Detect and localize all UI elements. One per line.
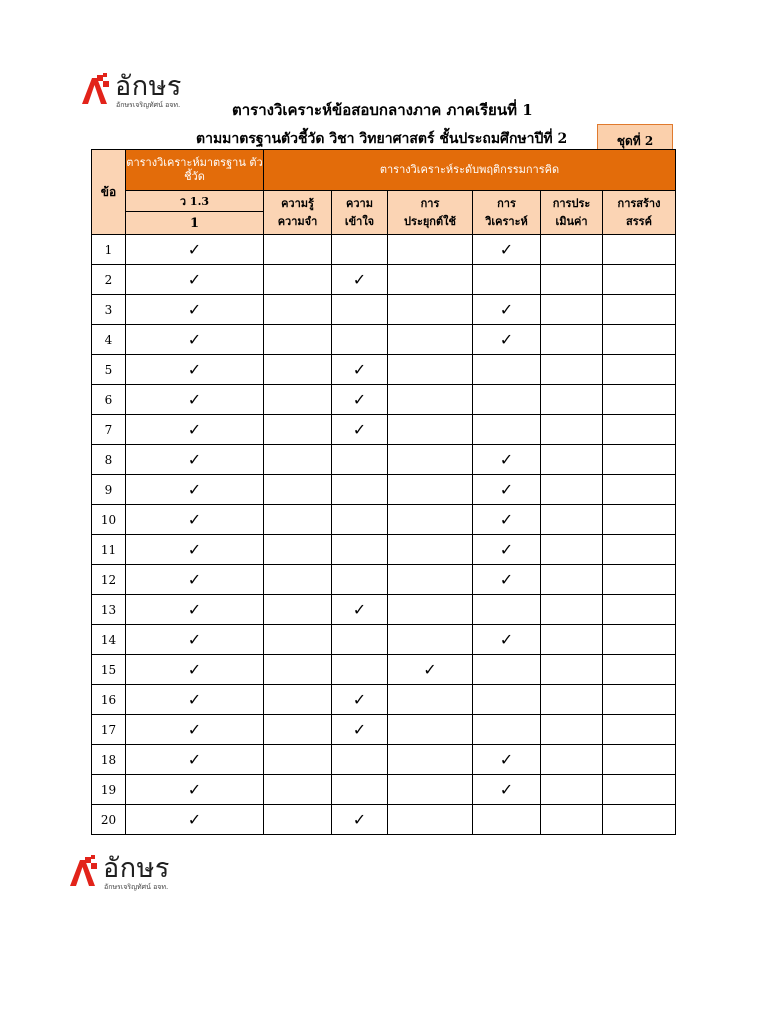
level-check-cell (603, 805, 676, 835)
item-number: 10 (92, 505, 126, 535)
level-header-6: การสร้าง สรรค์ (603, 191, 676, 235)
table-row (92, 265, 676, 295)
level-check-cell (473, 415, 541, 445)
level-check-cell (603, 655, 676, 685)
level-check-cell: ✓ (473, 295, 541, 325)
level-check-cell (332, 295, 388, 325)
level-check-cell: ✓ (473, 625, 541, 655)
set-number-label: ชุดที่ 2 (616, 134, 654, 148)
item-number: 13 (92, 595, 126, 625)
level-check-cell (388, 595, 473, 625)
level-check-cell (473, 655, 541, 685)
level-check-cell (541, 445, 603, 475)
table-row (92, 655, 676, 685)
level-check-cell (603, 685, 676, 715)
table-row (92, 475, 676, 505)
level-check-cell (541, 685, 603, 715)
analysis-table (91, 149, 676, 835)
level-check-cell (388, 295, 473, 325)
brand-tagline: อักษรเจริญทัศน์ อจท. (104, 883, 169, 891)
level-check-cell (388, 385, 473, 415)
level-check-cell: ✓ (332, 805, 388, 835)
level-check-cell (388, 715, 473, 745)
level-check-cell (388, 355, 473, 385)
level-check-cell (473, 355, 541, 385)
level-check-cell (332, 655, 388, 685)
level-check-cell: ✓ (332, 685, 388, 715)
table-row (92, 415, 676, 445)
level-check-cell (388, 625, 473, 655)
table-row (92, 355, 676, 385)
level-check-cell: ✓ (473, 535, 541, 565)
level-check-cell (388, 565, 473, 595)
item-number: 6 (92, 385, 126, 415)
table-row (92, 775, 676, 805)
brand-mark-icon (80, 73, 112, 107)
level-check-cell (264, 805, 332, 835)
item-number: 20 (92, 805, 126, 835)
level-check-cell (603, 535, 676, 565)
level-check-cell (603, 505, 676, 535)
standard-check-cell: ✓ (126, 325, 264, 355)
brand-name: อักษร (103, 853, 170, 884)
level-check-cell (388, 745, 473, 775)
level-check-cell (264, 415, 332, 445)
standard-check-cell: ✓ (126, 805, 264, 835)
level-check-cell (541, 775, 603, 805)
table-row (92, 505, 676, 535)
level-check-cell (264, 505, 332, 535)
brand-mark-icon (68, 855, 100, 889)
level-header-4: การ วิเคราะห์ (473, 191, 541, 235)
level-check-cell (332, 325, 388, 355)
table-row (92, 565, 676, 595)
standard-check-cell: ✓ (126, 745, 264, 775)
standard-check-cell: ✓ (126, 295, 264, 325)
item-number: 1 (92, 235, 126, 265)
level-check-cell (264, 385, 332, 415)
level-header-3: การ ประยุกต์ใช้ (388, 191, 473, 235)
level-check-cell: ✓ (332, 355, 388, 385)
level-check-cell (332, 235, 388, 265)
level-check-cell (603, 475, 676, 505)
level-check-cell (264, 475, 332, 505)
level-header-1: ความรู้ ความจำ (264, 191, 332, 235)
standard-check-cell: ✓ (126, 235, 264, 265)
standard-check-cell: ✓ (126, 595, 264, 625)
level-check-cell (603, 385, 676, 415)
level-check-cell (264, 775, 332, 805)
level-check-cell (541, 745, 603, 775)
level-check-cell: ✓ (473, 775, 541, 805)
level-check-cell (264, 535, 332, 565)
level-check-cell (473, 715, 541, 745)
level-check-cell (264, 715, 332, 745)
standard-header: ตารางวิเคราะห์มาตรฐาน ตัวชี้วัด (126, 150, 264, 191)
standard-check-cell: ✓ (126, 775, 264, 805)
standard-check-cell: ✓ (126, 535, 264, 565)
level-check-cell (541, 595, 603, 625)
level-check-cell (541, 385, 603, 415)
item-number: 2 (92, 265, 126, 295)
level-check-cell (541, 535, 603, 565)
level-check-cell: ✓ (332, 385, 388, 415)
level-check-cell: ✓ (473, 325, 541, 355)
level-check-cell (603, 325, 676, 355)
standard-check-cell: ✓ (126, 715, 264, 745)
standard-check-cell: ✓ (126, 565, 264, 595)
level-check-cell (541, 235, 603, 265)
item-number: 9 (92, 475, 126, 505)
level-check-cell (388, 445, 473, 475)
table-row (92, 385, 676, 415)
level-check-cell (332, 505, 388, 535)
standard-check-cell: ✓ (126, 385, 264, 415)
level-check-cell (603, 415, 676, 445)
level-check-cell: ✓ (473, 475, 541, 505)
level-check-cell (332, 475, 388, 505)
level-check-cell (541, 655, 603, 685)
level-check-cell (264, 745, 332, 775)
level-check-cell (388, 535, 473, 565)
item-number: 15 (92, 655, 126, 685)
table-header (92, 150, 676, 235)
level-check-cell (388, 415, 473, 445)
standard-check-cell: ✓ (126, 685, 264, 715)
standard-check-cell: ✓ (126, 475, 264, 505)
level-check-cell (264, 265, 332, 295)
item-number: 4 (92, 325, 126, 355)
level-check-cell: ✓ (473, 505, 541, 535)
level-check-cell (332, 565, 388, 595)
table-row (92, 535, 676, 565)
level-check-cell (332, 625, 388, 655)
item-number: 16 (92, 685, 126, 715)
level-check-cell (541, 355, 603, 385)
table-row (92, 685, 676, 715)
item-number: 14 (92, 625, 126, 655)
level-check-cell (603, 265, 676, 295)
level-check-cell (264, 445, 332, 475)
brand-logo-bottom (68, 855, 170, 892)
table-row (92, 325, 676, 355)
standard-check-cell: ✓ (126, 265, 264, 295)
level-check-cell (541, 565, 603, 595)
level-check-cell (264, 355, 332, 385)
brand-name: อักษร (115, 71, 182, 102)
level-check-cell (388, 505, 473, 535)
level-check-cell: ✓ (473, 745, 541, 775)
brand-tagline: อักษรเจริญทัศน์ อจท. (116, 101, 181, 109)
standard-check-cell: ✓ (126, 445, 264, 475)
level-check-cell (473, 595, 541, 625)
level-check-cell: ✓ (473, 445, 541, 475)
document-title: ตารางวิเคราะห์ข้อสอบกลางภาค ภาคเรียนที่ 1 (232, 101, 533, 119)
level-check-cell (264, 595, 332, 625)
item-number: 5 (92, 355, 126, 385)
item-column-header: ข้อ (92, 150, 126, 235)
item-number: 18 (92, 745, 126, 775)
level-check-cell (388, 265, 473, 295)
item-number: 11 (92, 535, 126, 565)
level-check-cell: ✓ (473, 235, 541, 265)
level-check-cell (388, 475, 473, 505)
level-check-cell (603, 295, 676, 325)
level-check-cell (603, 715, 676, 745)
table-row (92, 745, 676, 775)
item-number: 7 (92, 415, 126, 445)
item-number: 8 (92, 445, 126, 475)
level-check-cell (603, 565, 676, 595)
level-check-cell (332, 445, 388, 475)
standard-check-cell: ✓ (126, 625, 264, 655)
standard-check-cell: ✓ (126, 655, 264, 685)
brand-logo-top (80, 73, 182, 110)
document-subtitle: ตามมาตรฐานตัวชี้วัด วิชา วิทยาศาสตร์ ชั้นประถมศึกษาปีที่ 2 (196, 131, 568, 147)
level-check-cell (388, 805, 473, 835)
standard-code: ว 1.3 (126, 191, 264, 212)
item-number: 17 (92, 715, 126, 745)
level-check-cell (473, 685, 541, 715)
table-row (92, 595, 676, 625)
level-check-cell: ✓ (332, 595, 388, 625)
level-check-cell (264, 235, 332, 265)
level-check-cell (264, 295, 332, 325)
standard-index: 1 (126, 212, 264, 235)
level-header-5: การประ เมินค่า (541, 191, 603, 235)
item-number: 12 (92, 565, 126, 595)
level-check-cell (603, 775, 676, 805)
level-check-cell (332, 535, 388, 565)
table-row (92, 625, 676, 655)
standard-check-cell: ✓ (126, 355, 264, 385)
level-check-cell (541, 475, 603, 505)
level-check-cell (541, 415, 603, 445)
level-check-cell (603, 625, 676, 655)
level-check-cell (541, 715, 603, 745)
table-row (92, 715, 676, 745)
level-check-cell (332, 775, 388, 805)
level-check-cell (388, 235, 473, 265)
level-check-cell (541, 265, 603, 295)
level-check-cell (603, 595, 676, 625)
level-check-cell: ✓ (332, 415, 388, 445)
table-body (92, 235, 676, 835)
standard-check-cell: ✓ (126, 415, 264, 445)
level-check-cell (603, 235, 676, 265)
level-check-cell (264, 325, 332, 355)
level-check-cell (388, 685, 473, 715)
level-check-cell: ✓ (332, 265, 388, 295)
level-check-cell (388, 325, 473, 355)
table-row (92, 295, 676, 325)
level-check-cell: ✓ (473, 565, 541, 595)
level-check-cell (264, 625, 332, 655)
level-check-cell (541, 325, 603, 355)
level-check-cell (603, 355, 676, 385)
level-check-cell (264, 565, 332, 595)
level-check-cell: ✓ (332, 715, 388, 745)
level-check-cell (473, 385, 541, 415)
item-number: 19 (92, 775, 126, 805)
level-check-cell (473, 265, 541, 295)
standard-check-cell: ✓ (126, 505, 264, 535)
level-header-2: ความ เข้าใจ (332, 191, 388, 235)
behavior-header: ตารางวิเคราะห์ระดับพฤติกรรมการคิด (264, 150, 676, 191)
level-check-cell (603, 445, 676, 475)
table-row (92, 805, 676, 835)
level-check-cell (332, 745, 388, 775)
level-check-cell (264, 685, 332, 715)
level-check-cell (541, 805, 603, 835)
table-row (92, 235, 676, 265)
level-check-cell (473, 805, 541, 835)
level-check-cell (603, 745, 676, 775)
level-check-cell (388, 775, 473, 805)
item-number: 3 (92, 295, 126, 325)
level-check-cell (264, 655, 332, 685)
level-check-cell (541, 625, 603, 655)
level-check-cell (541, 505, 603, 535)
level-check-cell: ✓ (388, 655, 473, 685)
table-row (92, 445, 676, 475)
level-check-cell (541, 295, 603, 325)
